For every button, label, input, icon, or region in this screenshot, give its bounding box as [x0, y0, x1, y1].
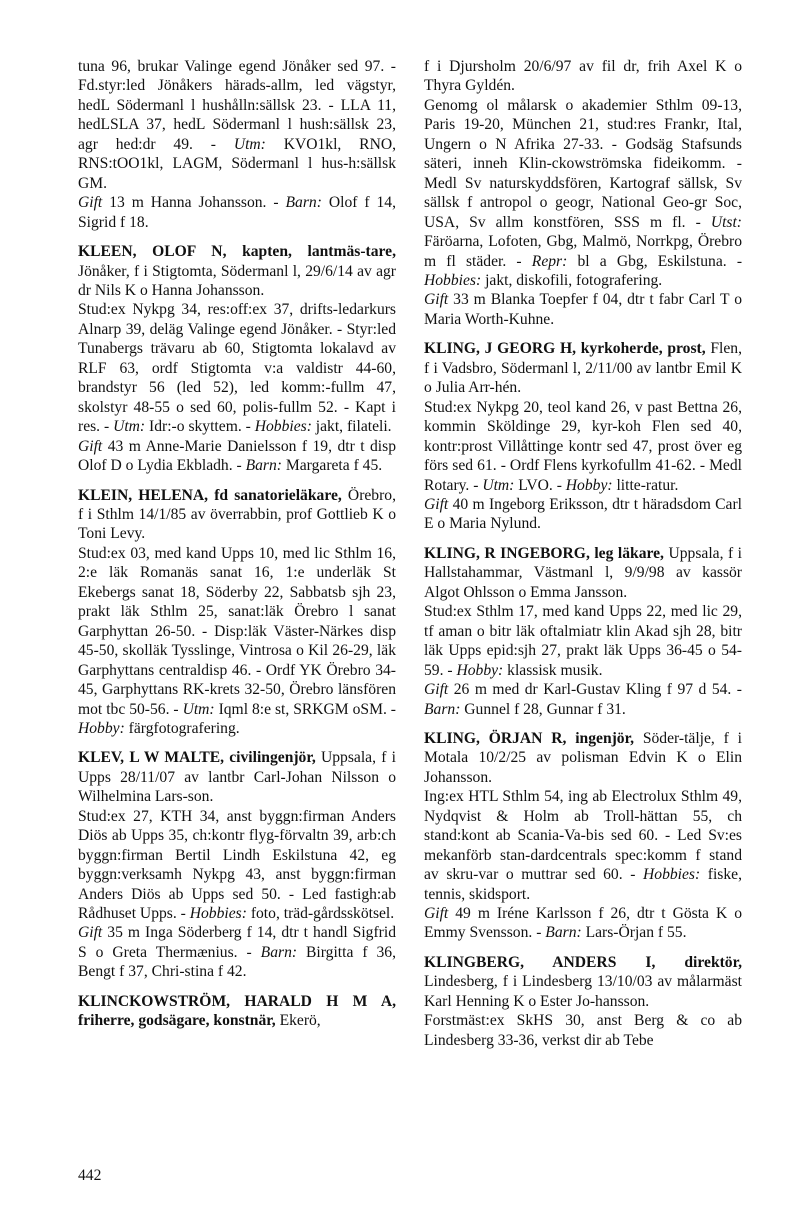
left-column: [78, 57, 396, 1041]
field-label: Hobbies:: [643, 866, 701, 884]
biography-entry: [78, 486, 396, 739]
field-label: Barn:: [285, 194, 322, 212]
field-label: Utst:: [710, 213, 742, 231]
field-label: Gift: [78, 194, 103, 212]
entry-text: Iqml 8:e st, SRKGM oSM. -: [214, 700, 396, 718]
entry-paragraph: [424, 602, 742, 680]
entry-name-heading: KLING, J GEORG H, kyrkoherde, prost,: [424, 340, 706, 358]
biography-entry: [424, 339, 742, 534]
entry-text: Söder-tälje, f i Motala 10/2/25 av polisman Edvin K o Elin Johansson.: [424, 729, 742, 786]
biography-entry: [78, 57, 396, 232]
entry-text: Ing:ex HTL Sthlm 54, ing ab Electrolux Sthlm 49, Nydqvist & Holm ab Troll-hättan 55, ch stand:kont ab Scania-Va-bis sed 60. - Led Sv:es mekanförb stan-dardcentrals spec:komm f stand av skru-var o muttrar sed 60. -: [424, 788, 742, 884]
field-label: Gift: [424, 681, 449, 699]
entry-text: Idr:-o skyttem. -: [145, 418, 255, 436]
entry-name-heading: KLING, R INGEBORG, leg läkare,: [424, 544, 664, 562]
field-label: Barn:: [424, 700, 461, 718]
field-label: Hobby:: [565, 476, 613, 494]
entry-text: jakt, diskofili, fotografering.: [481, 271, 663, 289]
entry-name-heading: KLEEN, OLOF N, kapten, lantmäs-tare,: [78, 243, 396, 261]
entry-text: LVO. -: [514, 476, 566, 494]
entry-paragraph: [424, 1011, 742, 1050]
entry-paragraph: [78, 923, 396, 981]
entry-text: Jönåker, f i Stigtomta, Södermanl l, 29/6/14 av agr dr Nils K o Hanna Johansson.: [78, 262, 396, 299]
entry-text: färgfotografering.: [124, 719, 240, 737]
field-label: Barn:: [260, 943, 298, 961]
entry-paragraph-lead: [424, 339, 742, 397]
entry-text: foto, träd-gårdsskötsel.: [246, 905, 395, 923]
field-label: Gift: [424, 905, 449, 923]
entry-text: tuna 96, brukar Valinge egend Jönåker sed 97. - Fd.styr:led Jönåkers härads-allm, led vägstyr, hedL Södermanl l hushålln:sällsk 23. - LLA 11, hedLSLA 37, hedL Södermanl l hush:sällsk 23, agr hed:dr 49. -: [78, 58, 396, 153]
entry-paragraph: [424, 904, 742, 943]
entry-name-heading: KLEV, L W MALTE, civilingenjör,: [78, 749, 316, 767]
field-label: Hobbies:: [254, 418, 312, 436]
field-label: Utm:: [233, 135, 266, 153]
entry-paragraph-lead: [78, 748, 396, 806]
entry-text: Uppsala, f i Upps 28/11/07 av lantbr Carl-Johan Nilsson o Wilhelmina Lars-son.: [78, 749, 396, 806]
entry-paragraph: [78, 544, 396, 739]
entry-text: Olof f 14, Sigrid f 18.: [78, 194, 397, 231]
entry-text: jakt, filateli.: [311, 418, 392, 436]
entry-text: 49 m Iréne Karlsson f 26, dtr t Gösta K o Emmy Svensson. -: [424, 905, 742, 942]
field-label: Gift: [78, 924, 103, 942]
field-label: Utm:: [182, 700, 215, 718]
entry-text: 43 m Anne-Marie Danielsson f 19, dtr t disp Olof D o Lydia Ekbladh. -: [78, 437, 396, 475]
entry-name-heading: KLINCKOWSTRÖM, HARALD H M A, friherre, godsägare, konstnär,: [78, 992, 396, 1030]
entry-paragraph: [424, 290, 742, 329]
entry-text: Stud:ex 27, KTH 34, anst byggn:firman Anders Diös ab Upps 35, ch:kontr flyg-förvaltn 39, arb:ch byggn:firman Bertil Lindh Eskilstuna 42, eg byggn:verksamh Nykpg 43, anst byggn:firman Anders Diös ab Upps sed 50. - Led fastigh:ab Rådhuset Upps. -: [78, 807, 396, 923]
entry-paragraph-lead: [424, 729, 742, 787]
entry-text: Genomg ol målarsk o akademier Sthlm 09-13, Paris 19-20, München 21, stud:res Frankr, Ital, Ungern o N Afrika 27-33. - Godsäg Stafsunds säteri, inneh Klin-ckowströmska fideikomm. - Medl Sv naturskyddsfören, Kartograf sällsk, Sv sällsk f antropol o geogr, National Geo-gr Soc, USA, Sv allm konstfören, SSS m fl. -: [424, 96, 742, 231]
entry-text: Stud:ex Sthlm 17, med kand Upps 22, med lic 29, tf aman o bitr läk oftalmiatr klin Akad sjh 28, bitr läk Upps epid:sjh 27, prakt läk Upps 36-45 o 54-59. -: [424, 603, 742, 679]
entry-text: 35 m Inga Söderberg f 14, dtr t handl Sigfrid S o Greta Thermænius. -: [78, 924, 396, 961]
entry-text: Ekerö,: [275, 1012, 321, 1030]
entry-paragraph-lead: [424, 544, 742, 602]
entry-paragraph: [78, 807, 396, 924]
biography-entry: [78, 992, 396, 1031]
field-label: Utm:: [113, 418, 146, 436]
entry-paragraph-lead: [78, 242, 396, 300]
entry-text: Lindesberg, f i Lindesberg 13/10/03 av målarmäst Karl Henning K o Ester Jo-hansson.: [424, 973, 742, 1010]
field-label: Hobbies:: [189, 905, 247, 923]
entry-text: litte-ratur.: [612, 476, 679, 494]
entry-paragraph-lead: [78, 57, 396, 193]
entry-name-heading: KLINGBERG, ANDERS I, direktör,: [424, 953, 742, 971]
entry-text: Margareta f 45.: [282, 457, 383, 475]
entry-text: Stud:ex 03, med kand Upps 10, med lic Sthlm 16, 2:e läk Romanäs sanat 16, 1:e underläk St Ekebergs sanat 18, Söderby 22, Sabbatsb sjh 23, prakt läk Sthlm 25, sanat:läk Örebro l sanat Garphyttan 26-50. - Disp:läk Väster-Närkes disp 45-50, skolläk Tysslinge, Vintrosa o Kil 26-29, läk Garphyttans centraldisp 46. - Ordf YK Örebro 34-45, Garphyttans RK-krets 32-50, Örebro länsfören mot tbc 50-56. -: [78, 544, 396, 718]
entry-paragraph: [424, 787, 742, 904]
entry-text: fiske, tennis, skidsport.: [424, 866, 742, 903]
entry-text: 13 m Hanna Johansson. -: [102, 194, 286, 212]
biography-entry: [424, 57, 742, 329]
entry-paragraph-lead: [424, 953, 742, 1011]
entry-text: Flen, f i Vadsbro, Södermanl l, 2/11/00 av lantbr Emil K o Julia Arr-hén.: [424, 340, 742, 397]
entry-paragraph: [78, 300, 396, 436]
entry-text: Örebro, f i Sthlm 14/1/85 av överrabbin, prof Gottlieb K o Toni Levy.: [78, 486, 396, 543]
entry-text: klassisk musik.: [503, 661, 603, 679]
entry-text: Stud:ex Nykpg 34, res:off:ex 37, drifts-ledarkurs Alnarp 39, deläg Valinge egend Jönåker. - Styr:led Tunabergs trävaru ab 60, Stigtomta lokalavd av RLF 63, ordf Stigtomta v:a valdistr 44-60, brandstyr 56 (led 52), led komm:-fullm 47, skolstyr 48-55 o sed 60, polis-fullm 52. - Kapt i res. -: [78, 301, 396, 436]
entry-text: Färöarna, Lofoten, Gbg, Malmö, Norrkpg, Örebro m fl städer. -: [424, 233, 742, 270]
entry-paragraph-lead: [78, 992, 396, 1031]
field-label: Utm:: [482, 476, 515, 494]
field-label: Gift: [424, 291, 449, 309]
right-column: [424, 57, 742, 1060]
biography-entry: [424, 953, 742, 1050]
field-label: Barn:: [545, 924, 582, 942]
field-label: Repr:: [531, 252, 568, 270]
entry-text: Birgitta f 36, Bengt f 37, Chri-stina f 42.: [78, 943, 396, 981]
entry-text: f i Djursholm 20/6/97 av fil dr, frih Axel K o Thyra Gyldén.: [424, 58, 742, 95]
entry-text: 26 m med dr Karl-Gustav Kling f 97 d 54. -: [448, 681, 742, 699]
entry-text: KVO1kl, RNO, RNS:tOO1kl, LAGM, Södermanl l hus-h:sällsk GM.: [78, 135, 396, 192]
entry-text: Lars-Örjan f 55.: [581, 924, 687, 942]
entry-text: Forstmäst:ex SkHS 30, anst Berg & co ab Lindesberg 33-36, verkst dir ab Tebe: [424, 1012, 742, 1049]
entry-name-heading: KLEIN, HELENA, fd sanatorieläkare,: [78, 486, 342, 504]
page-number: 442: [78, 1167, 102, 1184]
entry-paragraph: [424, 96, 742, 291]
entry-text: 33 m Blanka Toepfer f 04, dtr t fabr Carl T o Maria Worth-Kuhne.: [424, 291, 742, 328]
field-label: Barn:: [245, 457, 282, 475]
biography-entry: [424, 544, 742, 719]
field-label: Hobbies:: [424, 271, 482, 289]
field-label: Hobby:: [78, 719, 125, 737]
entry-paragraph: [78, 437, 396, 476]
entry-text: Stud:ex Nykpg 20, teol kand 26, v past Bettna 26, kommin Sköldinge 29, kyr-koh Flen sed 40, kontr:prost Villåttinge kontr sed 47, prost över eg förs sed 61. - Ordf Flens kyrkofullm 41-62. - Medl Rotary. -: [424, 398, 742, 494]
entry-text: bl a Gbg, Eskilstuna. -: [567, 252, 743, 270]
entry-text: Uppsala, f i Hallstahammar, Västmanl l, 9/9/98 av kassör Algot Ohlsson o Emma Jansson.: [424, 544, 743, 601]
biography-entry: [78, 748, 396, 981]
entry-paragraph: [424, 495, 742, 534]
entry-paragraph: [78, 193, 396, 232]
field-label: Hobby:: [456, 661, 504, 679]
entry-text: Gunnel f 28, Gunnar f 31.: [460, 700, 626, 718]
entry-paragraph: [424, 680, 742, 719]
entry-name-heading: KLING, ÖRJAN R, ingenjör,: [424, 729, 634, 747]
entry-paragraph-lead: [78, 486, 396, 544]
field-label: Gift: [424, 495, 449, 513]
entry-paragraph: [424, 398, 742, 495]
biography-entry: [424, 729, 742, 943]
entry-text: 40 m Ingeborg Eriksson, dtr t häradsdom Carl E o Maria Nylund.: [424, 495, 742, 533]
biography-entry: [78, 242, 396, 475]
entry-paragraph-lead: [424, 57, 742, 96]
field-label: Gift: [78, 437, 103, 455]
